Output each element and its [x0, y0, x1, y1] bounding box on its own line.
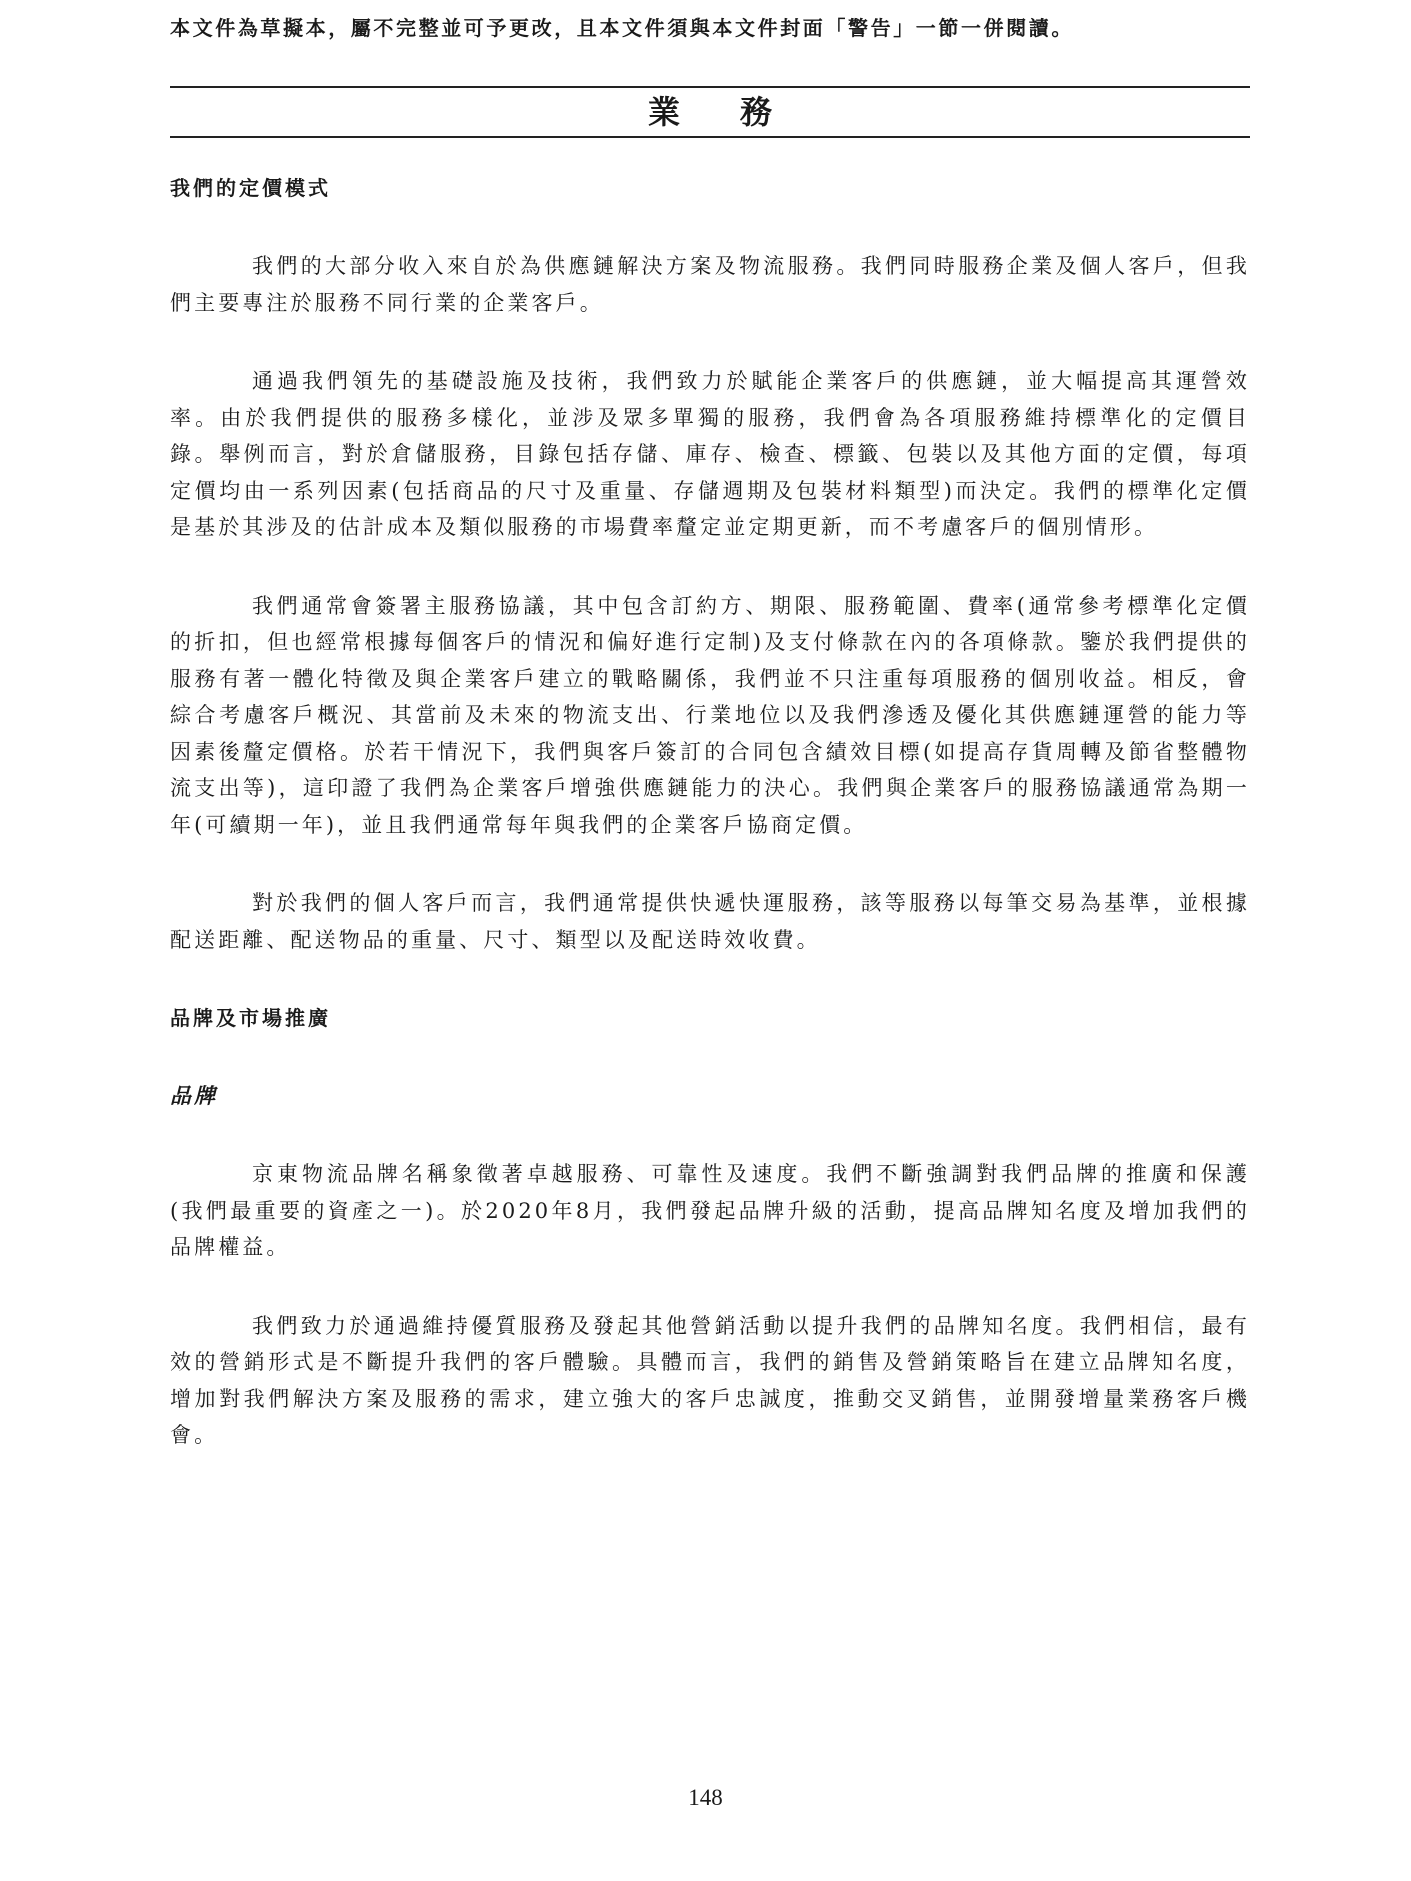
pricing-paragraph-2: 通過我們領先的基礎設施及技術，我們致力於賦能企業客戶的供應鏈，並大幅提高其運營效率。由於我們提供的服務多樣化，並涉及眾多單獨的服務，我們會為各項服務維持標準化的定價目錄。舉例而言，對於倉儲服務，目錄包括存儲、庫存、檢查、標籤、包裝以及其他方面的定價，每項定價均由一系列因素(包括商品的尺寸及重量、存儲週期及包裝材料類型)而決定。我們的標準化定價是基於其涉及的估計成本及類似服務的市場費率釐定並定期更新，而不考慮客戶的個別情形。	[170, 369, 1250, 539]
branding-paragraph-2: 我們致力於通過維持優質服務及發起其他營銷活動以提升我們的品牌知名度。我們相信，最有效的營銷形式是不斷提升我們的客戶體驗。具體而言，我們的銷售及營銷策略旨在建立品牌知名度，增加對我們解決方案及服務的需求，建立強大的客戶忠誠度，推動交叉銷售，並開發增量業務客戶機會。	[170, 1313, 1250, 1447]
page-number: 148	[688, 1785, 723, 1810]
pricing-paragraph-1: 我們的大部分收入來自於為供應鏈解決方案及物流服務。我們同時服務企業及個人客戶，但我們主要專注於服務不同行業的企業客戶。	[170, 254, 1250, 315]
section-title: 業務	[647, 93, 832, 131]
branding-heading: 品牌及市場推廣	[170, 1006, 331, 1030]
document-body	[170, 170, 1250, 1496]
draft-disclaimer: 本文件為草擬本，屬不完整並可予更改，且本文件須與本文件封面「警告」一節一併閱讀。	[170, 16, 1074, 40]
pricing-paragraph-3: 我們通常會簽署主服務協議，其中包含訂約方、期限、服務範圍、費率(通常參考標準化定價的折扣，但也經常根據每個客戶的情況和偏好進行定制)及支付條款在內的各項條款。鑒於我們提供的服務有著一體化特徵及與企業客戶建立的戰略關係，我們並不只注重每項服務的個別收益。相反，會綜合考慮客戶概況、其當前及未來的物流支出、行業地位以及我們滲透及優化其供應鏈運營的能力等因素後釐定價格。於若干情況下，我們與客戶簽訂的合同包含績效目標(如提高存貨周轉及節省整體物流支出等)，這印證了我們為企業客戶增強供應鏈能力的決心。我們與企業客戶的服務協議通常為期一年(可續期一年)，並且我們通常每年與我們的企業客戶協商定價。	[170, 593, 1250, 837]
pricing-paragraph-4: 對於我們的個人客戶而言，我們通常提供快遞快運服務，該等服務以每筆交易為基準，並根據配送距離、配送物品的重量、尺寸、類型以及配送時效收費。	[170, 891, 1250, 952]
pricing-heading: 我們的定價模式	[170, 176, 331, 200]
brand-subheading: 品牌	[170, 1083, 218, 1108]
section-header	[170, 86, 1250, 138]
branding-paragraph-1: 京東物流品牌名稱象徵著卓越服務、可靠性及速度。我們不斷強調對我們品牌的推廣和保護(我們最重要的資產之一)。於2020年8月，我們發起品牌升級的活動，提高品牌知名度及增加我們的品牌權益。	[170, 1162, 1250, 1259]
